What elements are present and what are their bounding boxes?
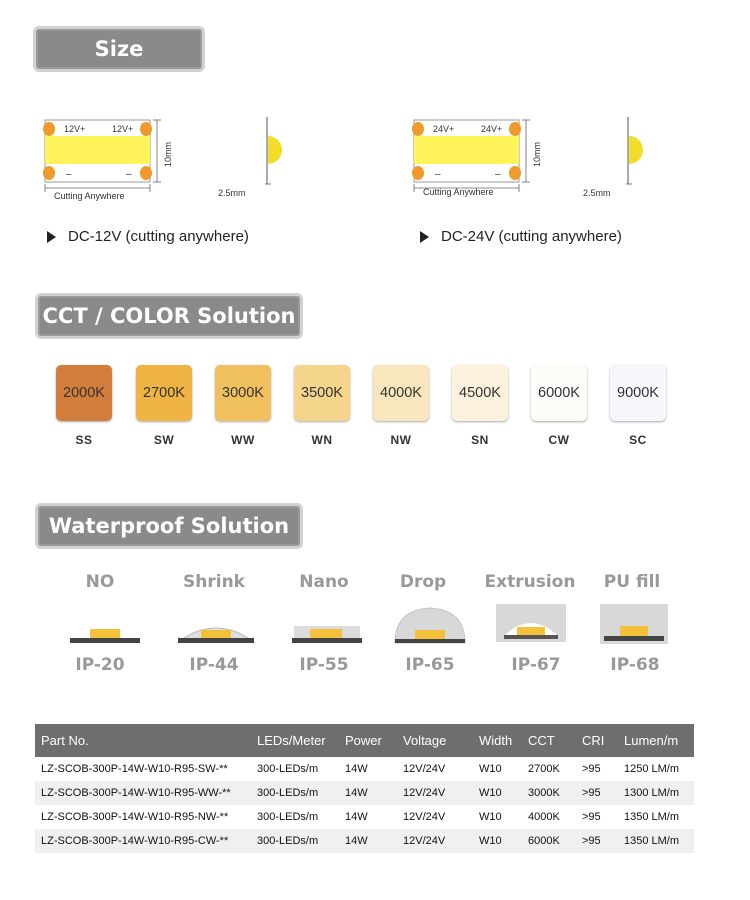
table-cell: LZ-SCOB-300P-14W-W10-R95-WW-** xyxy=(35,781,251,805)
col-header: Width xyxy=(473,724,522,757)
caption-text: DC-24V (cutting anywhere) xyxy=(441,228,622,245)
table-cell: 300-LEDs/m xyxy=(251,805,339,829)
cct-swatch: 9000K xyxy=(610,365,666,421)
cct-swatch: 2000K xyxy=(56,365,112,421)
thickness-label: 2.5mm xyxy=(583,188,611,198)
cut-label: Cutting Anywhere xyxy=(54,191,125,201)
cct-code: SC xyxy=(629,433,647,447)
ip44-profile-icon xyxy=(176,600,256,650)
table-cell: 14W xyxy=(339,805,397,829)
spec-table xyxy=(35,724,694,853)
waterproof-ip: IP-20 xyxy=(75,655,125,675)
table-cell: >95 xyxy=(576,829,618,853)
caption-24v xyxy=(420,228,622,245)
cct-code: WW xyxy=(231,433,255,447)
cut-label: Cutting Anywhere xyxy=(423,187,494,197)
col-header: Lumen/m xyxy=(618,724,694,757)
cct-swatch: 4500K xyxy=(452,365,508,421)
table-cell: 14W xyxy=(339,829,397,853)
cct-swatch: 4000K xyxy=(373,365,429,421)
table-cell: W10 xyxy=(473,781,522,805)
table-header-row xyxy=(35,724,694,757)
table-cell: LZ-SCOB-300P-14W-W10-R95-SW-** xyxy=(35,757,251,781)
col-header: CRI xyxy=(576,724,618,757)
caption-text: DC-12V (cutting anywhere) xyxy=(68,228,249,245)
table-row xyxy=(35,781,694,805)
table-cell: 1250 LM/m xyxy=(618,757,694,781)
cct-code: SS xyxy=(75,433,93,447)
table-cell: 1350 LM/m xyxy=(618,805,694,829)
strip-profile-icon xyxy=(268,136,282,164)
table-cell: 12V/24V xyxy=(397,781,473,805)
table-cell: >95 xyxy=(576,805,618,829)
col-header: Power xyxy=(339,724,397,757)
cob-light-strip xyxy=(45,136,150,164)
waterproof-label: Nano xyxy=(299,572,349,592)
cob-light-strip xyxy=(414,136,519,164)
table-cell: LZ-SCOB-300P-14W-W10-R95-NW-** xyxy=(35,805,251,829)
play-icon xyxy=(47,231,56,243)
width-label: 10mm xyxy=(163,141,173,167)
strip-diagram-24v xyxy=(409,112,669,208)
table-cell: 3000K xyxy=(522,781,576,805)
waterproof-ip: IP-67 xyxy=(511,655,561,675)
table-cell: 12V/24V xyxy=(397,829,473,853)
table-cell: 6000K xyxy=(522,829,576,853)
table-cell: 14W xyxy=(339,781,397,805)
pad-icon xyxy=(140,166,152,180)
waterproof-label: Extrusion xyxy=(484,572,576,592)
caption-12v xyxy=(47,228,249,245)
cct-swatch: 3500K xyxy=(294,365,350,421)
cct-swatch: 2700K xyxy=(136,365,192,421)
waterproof-label: Shrink xyxy=(183,572,245,592)
minus-label: – xyxy=(495,169,501,180)
col-header: Voltage xyxy=(397,724,473,757)
table-cell: 2700K xyxy=(522,757,576,781)
table-cell: 1350 LM/m xyxy=(618,829,694,853)
plus-label: 12V+ xyxy=(64,124,86,134)
cct-swatch: 6000K xyxy=(531,365,587,421)
pad-icon xyxy=(43,122,55,136)
waterproof-label: NO xyxy=(85,572,115,592)
cct-code: SW xyxy=(153,433,175,447)
thickness-label: 2.5mm xyxy=(218,188,246,198)
col-header: LEDs/Meter xyxy=(251,724,339,757)
plus-label: 24V+ xyxy=(481,124,503,134)
cct-swatch: 3000K xyxy=(215,365,271,421)
cct-code: CW xyxy=(548,433,570,447)
ip67-profile-icon xyxy=(496,600,566,650)
col-header: CCT xyxy=(522,724,576,757)
table-cell: 300-LEDs/m xyxy=(251,781,339,805)
table-cell: >95 xyxy=(576,757,618,781)
table-cell: W10 xyxy=(473,757,522,781)
pad-icon xyxy=(509,122,521,136)
table-row xyxy=(35,829,694,853)
cct-code: SN xyxy=(471,433,489,447)
width-label: 10mm xyxy=(532,141,542,167)
minus-label: – xyxy=(435,169,441,180)
table-cell: >95 xyxy=(576,781,618,805)
table-row xyxy=(35,805,694,829)
waterproof-label: Drop xyxy=(399,572,447,592)
table-cell: 12V/24V xyxy=(397,805,473,829)
waterproof-ip: IP-44 xyxy=(189,655,239,675)
strip-profile-icon xyxy=(629,136,643,164)
table-row xyxy=(35,757,694,781)
pad-icon xyxy=(43,166,55,180)
section-title-waterproof: Waterproof Solution xyxy=(35,503,303,549)
table-cell: W10 xyxy=(473,829,522,853)
strip-diagram-12v xyxy=(40,112,300,208)
pad-icon xyxy=(509,166,521,180)
table-cell: 300-LEDs/m xyxy=(251,757,339,781)
play-icon xyxy=(420,231,429,243)
pad-icon xyxy=(412,166,424,180)
waterproof-ip: IP-65 xyxy=(405,655,455,675)
section-title-cct: CCT / COLOR Solution xyxy=(35,293,303,339)
ip65-profile-icon xyxy=(393,600,467,650)
ip20-profile-icon xyxy=(70,600,140,650)
plus-label: 12V+ xyxy=(112,124,134,134)
plus-label: 24V+ xyxy=(433,124,455,134)
cct-code: NW xyxy=(390,433,412,447)
waterproof-label: PU fill xyxy=(603,572,661,592)
ip68-profile-icon xyxy=(600,600,670,650)
pad-icon xyxy=(412,122,424,136)
col-header: Part No. xyxy=(35,724,251,757)
table-cell: 300-LEDs/m xyxy=(251,829,339,853)
table-cell: LZ-SCOB-300P-14W-W10-R95-CW-** xyxy=(35,829,251,853)
table-cell: 4000K xyxy=(522,805,576,829)
table-cell: 14W xyxy=(339,757,397,781)
minus-label: – xyxy=(66,169,72,180)
cct-code: WN xyxy=(311,433,333,447)
waterproof-ip: IP-55 xyxy=(299,655,349,675)
table-cell: 12V/24V xyxy=(397,757,473,781)
ip55-profile-icon xyxy=(292,600,362,650)
table-cell: W10 xyxy=(473,805,522,829)
waterproof-ip: IP-68 xyxy=(610,655,660,675)
minus-label: – xyxy=(126,169,132,180)
section-title-size: Size xyxy=(33,26,205,72)
table-cell: 1300 LM/m xyxy=(618,781,694,805)
pad-icon xyxy=(140,122,152,136)
